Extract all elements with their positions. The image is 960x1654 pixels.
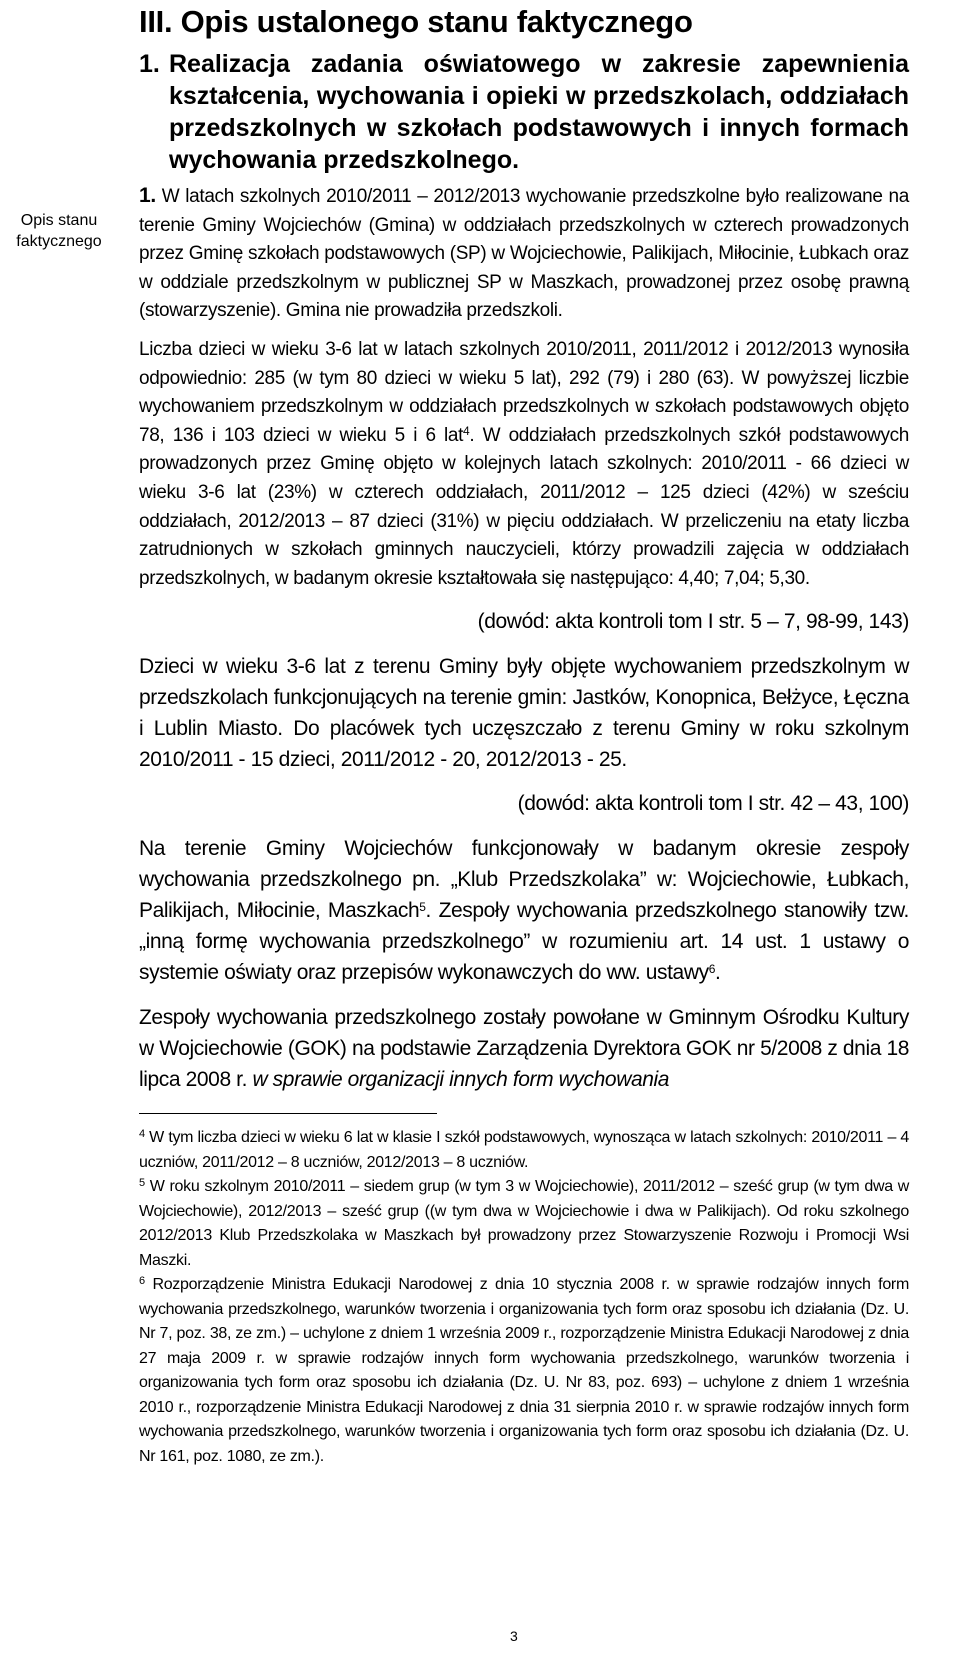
chapter-title: III. Opis ustalonego stanu faktycznego [139, 4, 693, 39]
section-heading [139, 48, 909, 176]
footnote-ref-4[interactable]: 4 [463, 423, 470, 438]
footnote-4 [139, 1126, 909, 1175]
footnote-divider [139, 1113, 437, 1114]
paragraph-2-text-a: Liczba dzieci w wieku 3-6 lat w latach szkolnych 2010/2011, 2011/2012 i 2012/2013 wynosiła odpowiednio: 285 (w tym 80 dzieci w wieku 5 lat), 292 (79) i 280 (63). W powyższej liczbie wychowaniem przedszkolnym w oddziałach przedszkolnych w szkołach podstawowych objęto 78, 136 i 103 dzieci w wieku 5 i 6 lat [139, 338, 909, 446]
paragraph-2 [139, 336, 909, 593]
paragraph-3: Dzieci w wieku 3-6 lat z terenu Gminy były objęte wychowaniem przedszkolnym w przedszkolach funkcjonujących na terenie gmin: Jastków, Konopnica, Bełżyce, Łęczna i Lublin Miasto. Do placówek tych uczęszczało z terenu Gminy w roku szkolnym 2010/2011 - 15 dzieci, 2011/2012 - 20, 2012/2013 - 25. [139, 655, 909, 772]
footnote-6-text: Rozporządzenie Ministra Edukacji Narodowej z dnia 10 stycznia 2008 r. w sprawie rodzajów innych form wychowania przedszkolnego, warunków tworzenia i organizowania tych form oraz sposobu ich działania (Dz. U. Nr 7, poz. 38, ze zm.) – uchylone z dniem 1 września 2009 r., rozporządzenie Ministra Edukacji Narodowej z dnia 27 maja 2009 r. w sprawie rodzajów innych form wychowania przedszkolnego, warunków tworzenia i organizowania tych form oraz sposobu ich działania (Dz. U. Nr 83, poz. 693) – uchylone z dniem 1 września 2010 r., rozporządzenie Ministra Edukacji Narodowej z dnia 31 sierpnia 2010 r. w sprawie rodzajów innych form wychowania przedszkolnego, warunków tworzenia i organizowania tych form oraz sposobu ich działania (Dz. U. Nr 161, poz. 1080, ze zm.). [139, 1276, 909, 1465]
paragraph-5 [139, 1002, 909, 1095]
paragraph-4-text-a: Na terenie Gminy Wojciechów funkcjonowały w badanym okresie zespoły wychowania przedszkolnego pn. „Klub Przedszkolaka” w: Wojciechowie, Łubkach, Palikijach, Miłocinie, Maszkach [139, 837, 909, 923]
paragraph-5-text: Zespoły wychowania przedszkolnego zostały powołane w Gminnym Ośrodku Kultury w Wojciechowie (GOK) na podstawie Zarządzenia Dyrektora GOK nr 5/2008 z dnia 18 lipca 2008 r. [139, 1006, 909, 1092]
main-content [139, 0, 909, 1469]
paragraph-1-text: W latach szkolnych 2010/2011 – 2012/2013 wychowanie przedszkolne było realizowane na terenie Gminy Wojciechów (Gmina) w oddziałach przedszkolnych w czterech prowadzonych przez Gminę szkołach podstawowych (SP) w Wojciechowie, Palikijach, Miłocinie, Łubkach oraz w oddziale przedszkolnym w publicznej SP w Maszkach, prowadzonej przez osobę prawną (stowarzyszenie). Gmina nie prowadziła przedszkoli. [139, 186, 909, 322]
paragraph-4 [139, 833, 909, 988]
footnote-5-text: W roku szkolnym 2010/2011 – siedem grup (w tym 3 w Wojciechowie), 2011/2012 – sześć grup (w tym dwa w Wojciechowie), 2012/2013 – sześć grup ((w tym dwa w Wojciechowie i dwa w Palikijach). Od roku szkolnego 2012/2013 Klub Przedszkolaka w Maszkach był prowadzony przez Stowarzyszenie Rozwoju i Promocji Wsi Maszki. [139, 1178, 909, 1269]
footnote-ref-6[interactable]: 6 [708, 962, 715, 977]
evidence-note-1: (dowód: akta kontroli tom I str. 5 – 7, 98-99, 143) [477, 610, 909, 634]
margin-note [4, 210, 114, 252]
footnote-6 [139, 1273, 909, 1469]
footnote-4-number: 4 [139, 1128, 145, 1141]
paragraph-1 [139, 182, 909, 326]
paragraph-2-text-b: . W oddziałach przedszkolnych szkół podstawowych prowadzonych przez Gminę objęto w kolejnych latach szkolnych: 2010/2011 - 66 dzieci w wieku 3-6 lat (23%) w czterech oddziałach, 2011/2012 – 125 dzieci (42%) w sześciu oddziałach, 2012/2013 – 87 dzieci (31%) w pięciu oddziałach. W przeliczeniu na etaty liczba zatrudnionych w szkołach gminnych nauczycieli, którzy prowadzili zajęcia w oddziałach przedszkolnych, w badanym okresie kształtowała się następująco: 4,40; 7,04; 5,30. [139, 424, 909, 589]
footnote-6-number: 6 [139, 1275, 145, 1288]
paragraph-5-italic: w sprawie organizacji innych form wychowania [252, 1068, 670, 1092]
paragraph-1-number: 1. [139, 184, 156, 207]
evidence-note-2: (dowód: akta kontroli tom I str. 42 – 43, 100) [517, 792, 909, 816]
margin-note-line-2: faktycznego [16, 233, 102, 250]
footnote-5-number: 5 [139, 1177, 145, 1190]
section-number: 1. [139, 50, 160, 78]
footnote-4-text: W tym liczba dzieci w wieku 6 lat w klasie I szkół podstawowych, wynosząca w latach szkolnych: 2010/2011 – 4 uczniów, 2011/2012 – 8 uczniów, 2012/2013 – 8 uczniów. [139, 1129, 909, 1171]
paragraph-4-text-c: . [714, 961, 721, 985]
paragraph-4-text-b: . Zespoły wychowania przedszkolnego stanowiły tzw. „inną formę wychowania przedszkolnego” w rozumieniu art. 14 ust. 1 ustawy o systemie oświaty oraz przepisów wykonawczych do ww. ustawy [139, 899, 909, 985]
footnote-ref-5[interactable]: 5 [419, 900, 426, 915]
margin-note-line-1: Opis stanu [20, 212, 98, 229]
footnote-5 [139, 1175, 909, 1273]
page-number: 3 [510, 1628, 518, 1644]
section-title: Realizacja zadania oświatowego w zakresie zapewnienia kształcenia, wychowania i opieki w przedszkolach, oddziałach przedszkolnych w szkołach podstawowych i innych formach wychowania przedszkolnego. [169, 50, 909, 174]
